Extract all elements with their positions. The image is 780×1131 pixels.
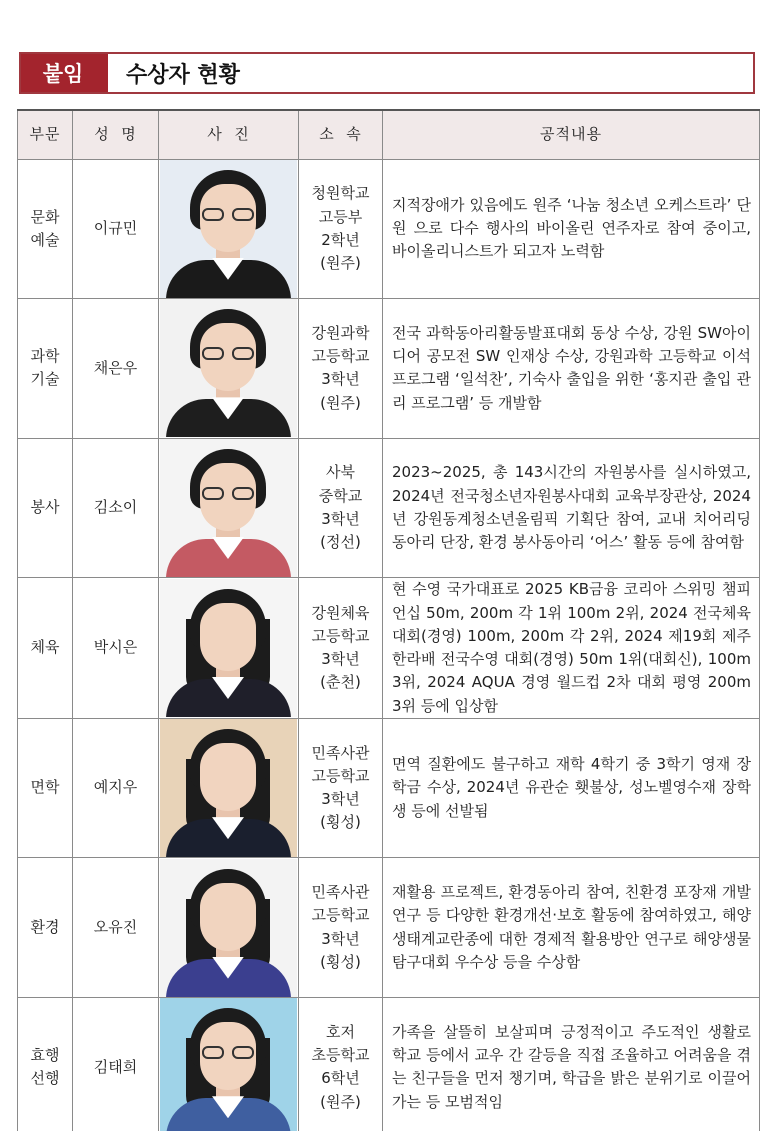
row-category: 문화 예술 (18, 159, 73, 299)
row-affiliation: 민족사관 고등학교 3학년 (횡성) (299, 858, 383, 998)
table-row (18, 578, 760, 719)
row-category: 면학 (18, 718, 73, 858)
glasses-icon (202, 208, 254, 222)
row-affiliation: 강원과학 고등학교 3학년 (원주) (299, 299, 383, 439)
header-affiliation: 소 속 (299, 110, 383, 159)
row-photo-cell (159, 159, 299, 299)
row-photo-cell (159, 997, 299, 1131)
row-category: 봉사 (18, 438, 73, 578)
table-row (18, 718, 760, 858)
glasses-icon (202, 1046, 254, 1060)
glasses-icon (202, 347, 254, 361)
row-affiliation: 청원학교 고등부 2학년 (원주) (299, 159, 383, 299)
table-row (18, 438, 760, 578)
row-photo-cell (159, 858, 299, 998)
row-category: 효행 선행 (18, 997, 73, 1131)
page-title: 수상자 현황 (105, 54, 240, 92)
row-achievement: 2023~2025, 총 143시간의 자원봉사를 실시하였고, 2024년 전국청소년자원봉사대회 교육부장관상, 2024년 강원동계청소년올림픽 기획단 참여, 교내 치어리딩 동아리 단장, 환경 봉사동아리 ‘어스’ 활동 등에 참여함 (383, 438, 760, 578)
row-photo-cell (159, 718, 299, 858)
table-row (18, 858, 760, 998)
table-row (18, 299, 760, 439)
row-achievement: 재활용 프로젝트, 환경동아리 참여, 친환경 포장재 개발 연구 등 다양한 환경개선·보호 활동에 참여하였고, 해양생태계교란종에 대한 경제적 활용방안 연구로 해양생물 탐구대회 우수상 등을 수상함 (383, 858, 760, 998)
awardees-table (17, 109, 760, 1131)
title-bar (19, 52, 755, 94)
table-row (18, 159, 760, 299)
row-achievement: 전국 과학동아리활동발표대회 동상 수상, 강원 SW아이디어 공모전 SW 인재상 수상, 강원과학 고등학교 이석 프로그램 ‘일석찬’, 기숙사 출입을 위한 ‘홍지관 출입 관리 프로그램’ 등 개발함 (383, 299, 760, 439)
header-achievement: 공적내용 (383, 110, 760, 159)
row-affiliation: 민족사관 고등학교 3학년 (횡성) (299, 718, 383, 858)
row-category: 체육 (18, 578, 73, 719)
table-row (18, 997, 760, 1131)
row-achievement: 면역 질환에도 불구하고 재학 4학기 중 3학기 영재 장학금 수상, 2024년 유관순 횃불상, 성노벨영수재 장학생 등에 선발됨 (383, 718, 760, 858)
row-name: 예지우 (73, 718, 159, 858)
student-portrait-icon (160, 859, 297, 997)
student-portrait-icon (160, 160, 297, 298)
glasses-icon (202, 487, 254, 501)
row-name: 김소이 (73, 438, 159, 578)
table-header-row (18, 110, 760, 159)
row-photo-cell (159, 578, 299, 719)
student-portrait-icon (160, 579, 297, 717)
row-name: 이규민 (73, 159, 159, 299)
row-affiliation: 호저 초등학교 6학년 (원주) (299, 997, 383, 1131)
row-name: 김태희 (73, 997, 159, 1131)
row-achievement: 가족을 살뜰히 보살피며 긍정적이고 주도적인 생활로 학교 등에서 교우 간 갈등을 직접 조율하고 어려움을 겪는 친구들을 먼저 챙기며, 학급을 밝은 분위기로 이끌어가는 등 모범적임 (383, 997, 760, 1131)
row-photo-cell (159, 438, 299, 578)
row-category: 과학 기술 (18, 299, 73, 439)
attachment-tag: 붙임 (21, 54, 105, 92)
student-portrait-icon (160, 719, 297, 857)
header-photo: 사 진 (159, 110, 299, 159)
row-name: 채은우 (73, 299, 159, 439)
row-name: 박시은 (73, 578, 159, 719)
student-portrait-icon (160, 299, 297, 437)
student-portrait-icon (160, 998, 297, 1131)
header-category: 부문 (18, 110, 73, 159)
row-achievement: 현 수영 국가대표로 2025 KB금융 코리아 스위밍 챔피언십 50m, 200m 각 1위 100m 2위, 2024 전국체육대회(경영) 100m, 200m 각 2위, 2024 제19회 제주 한라배 전국수영 대회(경영) 50m 1위(대회신), 100m 3위, 2024 AQUA 경영 월드컵 2차 대회 평영 200m 3위 등에 입상함 (383, 578, 760, 719)
row-achievement: 지적장애가 있음에도 원주 ‘나눔 청소년 오케스트라’ 단원 으로 다수 행사의 바이올린 연주자로 참여 중이고, 바이올리니스트가 되고자 노력함 (383, 159, 760, 299)
header-name: 성 명 (73, 110, 159, 159)
row-photo-cell (159, 299, 299, 439)
row-affiliation: 사북 중학교 3학년 (정선) (299, 438, 383, 578)
row-name: 오유진 (73, 858, 159, 998)
row-category: 환경 (18, 858, 73, 998)
row-affiliation: 강원체육 고등학교 3학년 (춘천) (299, 578, 383, 719)
student-portrait-icon (160, 439, 297, 577)
